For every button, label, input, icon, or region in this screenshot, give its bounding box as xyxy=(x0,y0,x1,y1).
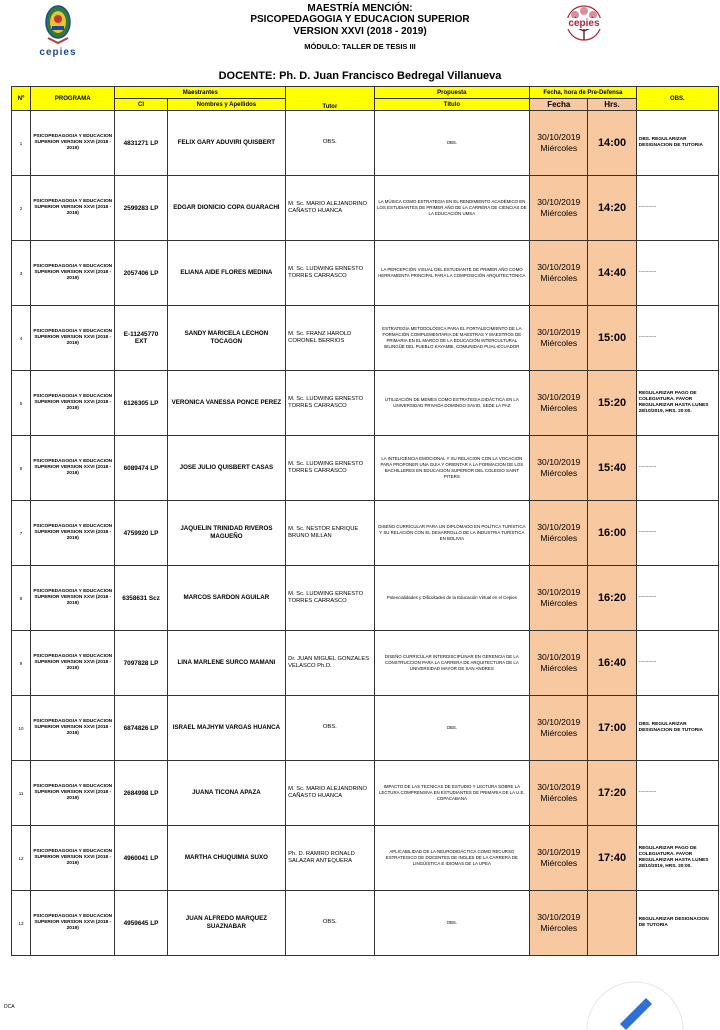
row-nombre-text: JAQUELIN TRINIDAD RIVEROS MAGUEÑO xyxy=(180,525,273,540)
row-titulo xyxy=(374,566,530,631)
title-line-4: MÓDULO: TALLER DE TESIS III xyxy=(304,42,416,51)
row-obs xyxy=(636,566,718,631)
row-programa xyxy=(31,176,115,241)
row-programa-text: PSICOPEDAGOGIA Y EDUCACION SUPERIOR VERSION XXVI (2018 - 2019) xyxy=(33,913,113,932)
row-number xyxy=(12,826,31,891)
row-nombre xyxy=(167,111,286,176)
row-tutor xyxy=(286,696,374,761)
row-titulo-text: ESTRATEGIA METODOLÓGICA PARA EL FORTALECIMIENTO DE LA FORMACIÓN COMPLEMENTARIA DE MAESTRAS Y MAESTROS DE PRIMARIA EN EL MARCO DE LA EDUCACIÓN INTERCULTURAL BILINGÜE DEL PUEBLO KAYAMBI, COMUNIDAD PIJAL-ECUADOR xyxy=(382,326,522,349)
row-titulo xyxy=(374,306,530,371)
row-hora-text: 16:20 xyxy=(597,592,627,604)
document-titles xyxy=(190,3,530,53)
row-hora-text: 17:20 xyxy=(597,787,627,799)
table-row xyxy=(12,176,719,241)
row-fecha xyxy=(530,761,588,826)
row-tutor-text: M. Sc. FRANZ HAROLD CORONEL BERRIOS xyxy=(288,330,352,344)
row-number xyxy=(12,176,31,241)
row-programa-text: PSICOPEDAGOGIA Y EDUCACION SUPERIOR VERSION XXVI (2018 - 2019) xyxy=(33,718,113,737)
row-titulo xyxy=(374,761,530,826)
row-number-text: 5 xyxy=(19,400,23,406)
row-fecha-date: 30/10/2019 xyxy=(537,717,581,727)
header-tutor: Tutor xyxy=(286,87,374,111)
row-fecha xyxy=(530,436,588,501)
row-nombre-text: MARTHA CHUQUIMIA SUXO xyxy=(184,854,268,861)
row-nombre-text: ELIANA AIDE FLORES MEDINA xyxy=(180,269,273,276)
row-titulo-text: APLICABILIDAD DE LA NEURODIDÁCTICA COMO RECURSO ESTRATEGICO DE DOCENTES DE INGLES DE LA CARRERA DE LINGÜÍSTICA E IDIOMAS DE LA UPEA xyxy=(385,849,518,866)
row-programa-text: PSICOPEDAGOGIA Y EDUCACION SUPERIOR VERSION XXVI (2018 - 2019) xyxy=(33,848,113,867)
row-obs-text: REGULARIZAR DESIGNACION DE TUTORIA xyxy=(638,917,709,928)
table-row xyxy=(12,631,719,696)
row-tutor xyxy=(286,111,374,176)
row-fecha xyxy=(530,111,588,176)
row-hora xyxy=(588,631,636,696)
row-obs xyxy=(636,111,718,176)
bolivia-shield-icon xyxy=(43,4,73,44)
row-ci xyxy=(115,761,167,826)
row-programa xyxy=(31,696,115,761)
row-number-text: 2 xyxy=(19,205,23,211)
row-hora-text: 15:20 xyxy=(597,397,627,409)
row-fecha-date: 30/10/2019 xyxy=(537,197,581,207)
row-titulo xyxy=(374,826,530,891)
cepies-logo-left xyxy=(30,4,86,62)
row-fecha-date: 30/10/2019 xyxy=(537,327,581,337)
row-ci-text: 4959645 LP xyxy=(123,919,159,927)
row-obs xyxy=(636,696,718,761)
row-obs xyxy=(636,891,718,956)
header-n: Nº xyxy=(12,87,31,111)
row-number-text: 1 xyxy=(19,140,23,146)
row-programa-text: PSICOPEDAGOGIA Y EDUCACION SUPERIOR VERSION XXVI (2018 - 2019) xyxy=(33,133,113,152)
row-number xyxy=(12,306,31,371)
row-titulo-text: Potencialidades y Dificultades de la Educación Virtual en el Cepies xyxy=(386,595,517,601)
header-obs: OBS. xyxy=(636,87,718,111)
row-programa xyxy=(31,306,115,371)
row-titulo xyxy=(374,241,530,306)
row-obs xyxy=(636,176,718,241)
row-fecha-dia: Miércoles xyxy=(540,338,578,348)
row-titulo-text: OBS. xyxy=(446,725,458,731)
row-titulo xyxy=(374,176,530,241)
header-hrs: Hrs. xyxy=(588,99,636,111)
row-obs-text: ----------- xyxy=(638,270,657,275)
row-titulo xyxy=(374,631,530,696)
row-fecha-date: 30/10/2019 xyxy=(537,912,581,922)
row-programa xyxy=(31,501,115,566)
row-obs-text: ----------- xyxy=(638,205,657,210)
table-row xyxy=(12,501,719,566)
row-fecha xyxy=(530,826,588,891)
row-number xyxy=(12,761,31,826)
row-ci xyxy=(115,176,167,241)
row-number xyxy=(12,566,31,631)
row-tutor-text: OBS. xyxy=(322,724,337,731)
header-nombres: Nombres y Apellidos xyxy=(167,99,286,111)
row-fecha-dia: Miércoles xyxy=(540,533,578,543)
title-line-2: PSICOPEDAGOGIA Y EDUCACION SUPERIOR xyxy=(250,14,470,25)
row-number-text: 12 xyxy=(18,855,24,861)
row-hora-text: 14:20 xyxy=(597,202,627,214)
row-fecha-date: 30/10/2019 xyxy=(537,457,581,467)
row-programa-text: PSICOPEDAGOGIA Y EDUCACION SUPERIOR VERSION XXVI (2018 - 2019) xyxy=(33,263,113,282)
table-row xyxy=(12,371,719,436)
row-fecha xyxy=(530,696,588,761)
row-number xyxy=(12,371,31,436)
row-obs-text: ----------- xyxy=(638,790,657,795)
row-hora-text: 15:40 xyxy=(597,462,627,474)
row-hora xyxy=(588,566,636,631)
row-tutor xyxy=(286,761,374,826)
row-nombre xyxy=(167,176,286,241)
row-fecha-date: 30/10/2019 xyxy=(537,262,581,272)
row-fecha xyxy=(530,176,588,241)
row-tutor xyxy=(286,371,374,436)
row-hora-text: 17:40 xyxy=(597,852,627,864)
row-nombre xyxy=(167,826,286,891)
row-ci xyxy=(115,891,167,956)
table-row xyxy=(12,891,719,956)
row-programa xyxy=(31,631,115,696)
row-hora-text: 16:40 xyxy=(597,657,627,669)
row-nombre-text: JUANA TICONA APAZA xyxy=(192,789,261,796)
row-programa xyxy=(31,241,115,306)
row-tutor-text: OBS. xyxy=(322,919,337,926)
row-hora xyxy=(588,111,636,176)
table-header xyxy=(12,87,719,111)
row-number-text: 8 xyxy=(19,595,23,601)
row-fecha-dia: Miércoles xyxy=(540,923,578,933)
row-tutor xyxy=(286,241,374,306)
row-ci-text: 6126305 LP xyxy=(123,399,159,407)
row-nombre-text: LINA MARLENE SURCO MAMANI xyxy=(177,659,276,666)
row-nombre xyxy=(167,566,286,631)
row-ci-text: 2599283 LP xyxy=(123,204,159,212)
row-nombre-text: EDGAR DIONICIO COPA GUARACHI xyxy=(173,204,280,211)
row-nombre xyxy=(167,761,286,826)
row-ci-text: 6874826 LP xyxy=(123,724,159,732)
row-ci xyxy=(115,631,167,696)
row-ci xyxy=(115,501,167,566)
row-fecha xyxy=(530,501,588,566)
row-fecha-dia: Miércoles xyxy=(540,598,578,608)
row-tutor-text: M. Sc. MARIO ALEJANDRINO CAÑASTO HUANCA xyxy=(288,785,368,799)
header-fecha: Fecha xyxy=(530,99,588,111)
row-hora xyxy=(588,436,636,501)
row-nombre xyxy=(167,371,286,436)
row-titulo-text: OBS. xyxy=(446,920,458,926)
row-hora xyxy=(588,241,636,306)
row-hora xyxy=(588,826,636,891)
row-number-text: 4 xyxy=(19,335,23,341)
row-hora xyxy=(588,761,636,826)
row-fecha-dia: Miércoles xyxy=(540,728,578,738)
row-hora xyxy=(588,371,636,436)
row-ci xyxy=(115,436,167,501)
row-fecha-date: 30/10/2019 xyxy=(537,652,581,662)
footer-code: DCA xyxy=(4,1004,15,1010)
row-number xyxy=(12,891,31,956)
row-nombre-text: JUAN ALFREDO MARQUEZ SUAZNABAR xyxy=(185,915,268,930)
row-number-text: 13 xyxy=(18,920,24,926)
row-ci-text: E-11245770 EXT xyxy=(123,331,159,345)
row-fecha-dia: Miércoles xyxy=(540,793,578,803)
row-programa xyxy=(31,891,115,956)
row-tutor xyxy=(286,826,374,891)
row-hora xyxy=(588,176,636,241)
row-nombre-text: ISRAEL MAJHYM VARGAS HUANCA xyxy=(172,724,281,731)
row-number-text: 3 xyxy=(19,270,23,276)
row-titulo xyxy=(374,891,530,956)
row-ci-text: 4759920 LP xyxy=(123,529,159,537)
row-programa xyxy=(31,111,115,176)
row-fecha-date: 30/10/2019 xyxy=(537,587,581,597)
row-fecha-date: 30/10/2019 xyxy=(537,392,581,402)
row-number-text: 10 xyxy=(18,725,24,731)
row-tutor-text: M. Sc. MARIO ALEJANDRINO CAÑASTO HUANCA xyxy=(288,200,368,214)
header-titulo: Título xyxy=(374,99,530,111)
row-ci xyxy=(115,111,167,176)
row-ci-text: 4960041 LP xyxy=(123,854,159,862)
row-number xyxy=(12,436,31,501)
docente-line: DOCENTE: Ph. D. Juan Francisco Bedregal Villanueva xyxy=(218,70,502,82)
row-obs xyxy=(636,631,718,696)
row-nombre xyxy=(167,891,286,956)
row-hora xyxy=(588,891,636,956)
row-ci xyxy=(115,306,167,371)
row-tutor xyxy=(286,436,374,501)
row-obs xyxy=(636,241,718,306)
row-nombre-text: FELIX GARY ADUVIRI QUISBERT xyxy=(177,139,276,146)
row-obs-text: ----------- xyxy=(638,595,657,600)
row-fecha-dia: Miércoles xyxy=(540,403,578,413)
row-ci xyxy=(115,566,167,631)
row-programa-text: PSICOPEDAGOGIA Y EDUCACION SUPERIOR VERSION XXVI (2018 - 2019) xyxy=(33,198,113,217)
row-programa-text: PSICOPEDAGOGIA Y EDUCACION SUPERIOR VERSION XXVI (2018 - 2019) xyxy=(33,588,113,607)
row-programa-text: PSICOPEDAGOGIA Y EDUCACION SUPERIOR VERSION XXVI (2018 - 2019) xyxy=(33,523,113,542)
row-obs xyxy=(636,826,718,891)
row-obs xyxy=(636,371,718,436)
row-tutor-text: M. Sc. LUDWING ERNESTO TORRES CARRASCO xyxy=(288,265,364,279)
row-obs-text: ----------- xyxy=(638,530,657,535)
row-obs-text: REGULARIZAR PAGO DE COLEGIATURA. FAVOR REGULARIZAR HASTA LUNES 28/10/2019, HRS. 20:00. xyxy=(638,846,709,869)
row-titulo-text: LA PERCEPCIÓN VISUAL DEL ESTUDIANTE DE PRIMER AÑO COMO HERRAMIENTA PRINCIPAL PARA LA COMPOSICIÓN ARQUITECTÓNICA xyxy=(378,267,526,278)
row-programa-text: PSICOPEDAGOGIA Y EDUCACION SUPERIOR VERSION XXVI (2018 - 2019) xyxy=(33,653,113,672)
row-titulo-text: IMPACTO DE LAS TECNICAS DE ESTUDIO Y LECTURA SOBRE LA LECTURA COMPRENSIVA EN ESTUDIANTES DE PRIMARIA DE LA U.E. COPACABANA xyxy=(379,784,525,801)
table-row xyxy=(12,566,719,631)
row-nombre-text: MARCOS SARDON AGUILAR xyxy=(183,594,270,601)
row-titulo-text: LA MÚSICA COMO ESTRATEGIA EN EL RENDIMIENTO ACADÉMICO EN LOS ESTUDIANTES DE PRIMER AÑO DE LA CARRERA DE CIENCIAS DE LA EDUCACIÓN UMSA xyxy=(377,199,527,216)
header-fecha-hora: Fecha, hora de Pre-Defensa xyxy=(530,87,636,99)
row-nombre-text: VERONICA VANESSA PONCE PEREZ xyxy=(171,399,282,406)
row-ci-text: 4831271 LP xyxy=(123,139,159,147)
row-fecha-date: 30/10/2019 xyxy=(537,522,581,532)
row-ci-text: 2057406 LP xyxy=(123,269,159,277)
row-ci xyxy=(115,371,167,436)
logo-left-caption: cepies xyxy=(39,47,77,58)
header-propuesta: Propuesta xyxy=(374,87,530,99)
row-obs xyxy=(636,761,718,826)
row-titulo-text: UTILIZACIÓN DE MEMES COMO ESTRATEGIA DIDÁCTICA EN LA UNIVERSIDAD PRIVADA DOMINGO SAVIO, SEDE LA PAZ xyxy=(384,397,519,408)
table-row xyxy=(12,696,719,761)
row-fecha-dia: Miércoles xyxy=(540,468,578,478)
row-number xyxy=(12,631,31,696)
row-number xyxy=(12,111,31,176)
row-tutor xyxy=(286,566,374,631)
row-fecha xyxy=(530,631,588,696)
row-fecha-dia: Miércoles xyxy=(540,143,578,153)
row-fecha-date: 30/10/2019 xyxy=(537,782,581,792)
row-titulo-text: LA INTELIGENCIA EMOCIONAL Y SU RELACION CON LA VOCACION PARA PROPONER UNA GUIA Y ORIENTAR A LA FORMACION DE LOS BACHILLERES EN EDUCACION SUPERIOR DEL COLEGIO SAINT PITERS xyxy=(380,456,524,479)
row-tutor-text: M. Sc. LUDWING ERNESTO TORRES CARRASCO xyxy=(288,590,364,604)
row-tutor xyxy=(286,891,374,956)
row-hora-text: 16:00 xyxy=(597,527,627,539)
row-titulo xyxy=(374,111,530,176)
table-row xyxy=(12,111,719,176)
row-programa-text: PSICOPEDAGOGIA Y EDUCACION SUPERIOR VERSION XXVI (2018 - 2019) xyxy=(33,783,113,802)
row-tutor xyxy=(286,631,374,696)
row-programa xyxy=(31,436,115,501)
row-titulo xyxy=(374,501,530,566)
row-hora xyxy=(588,501,636,566)
row-hora-text: 17:00 xyxy=(597,722,627,734)
row-number-text: 7 xyxy=(19,530,23,536)
row-hora-text: 14:40 xyxy=(597,267,627,279)
row-ci xyxy=(115,696,167,761)
logo-right-caption: cepies xyxy=(568,18,600,29)
row-number-text: 11 xyxy=(18,790,24,796)
row-titulo-text: DISEÑO CURRICULAR PARA UN DIPLOMADO EN POLÍTICA TURÍSTICA Y SU RELACIÓN CON EL DESARROLLO DE LA INDUSTRIA TURÍSTICA EN BOLIVIA xyxy=(378,524,526,541)
document-header xyxy=(0,0,720,88)
row-number xyxy=(12,241,31,306)
row-fecha-dia: Miércoles xyxy=(540,273,578,283)
row-fecha-dia: Miércoles xyxy=(540,208,578,218)
row-nombre xyxy=(167,306,286,371)
title-line-1: MAESTRÍA MENCIÓN: xyxy=(307,3,413,14)
row-obs-text: ----------- xyxy=(638,465,657,470)
row-number xyxy=(12,696,31,761)
row-number-text: 6 xyxy=(19,465,23,471)
row-programa-text: PSICOPEDAGOGIA Y EDUCACION SUPERIOR VERSION XXVI (2018 - 2019) xyxy=(33,328,113,347)
row-tutor-text: Dr. JUAN MIGUEL GONZALES VELASCO Ph.D. xyxy=(288,655,370,669)
row-number-text: 9 xyxy=(19,660,23,666)
row-nombre xyxy=(167,631,286,696)
row-nombre xyxy=(167,696,286,761)
row-ci xyxy=(115,241,167,306)
row-nombre-text: SANDY MARICELA LECHON TOCAGON xyxy=(184,330,269,345)
row-obs xyxy=(636,436,718,501)
header-maestrantes: Maestrantes xyxy=(115,87,286,99)
table-row xyxy=(12,761,719,826)
edit-pen-button[interactable] xyxy=(580,960,690,1030)
title-line-3: VERSION XXVI (2018 - 2019) xyxy=(293,26,427,37)
row-tutor-text: M. Sc. NESTOR ENRIQUE BRUNO MILLAN xyxy=(288,525,359,539)
row-tutor xyxy=(286,501,374,566)
row-nombre-text: JOSE JULIO QUISBERT CASAS xyxy=(179,464,274,471)
table-row xyxy=(12,241,719,306)
row-obs-text: OBS. REGULARIZAR DESIGNACION DE TUTORIA xyxy=(638,137,704,148)
row-tutor-text: M. Sc. LUDWING ERNESTO TORRES CARRASCO xyxy=(288,460,364,474)
row-tutor-text: M. Sc. LUDWING ERNESTO TORRES CARRASCO xyxy=(288,395,364,409)
row-programa-text: PSICOPEDAGOGIA Y EDUCACION SUPERIOR VERSION XXVI (2018 - 2019) xyxy=(33,458,113,477)
header-ci: CI xyxy=(115,99,167,111)
row-hora xyxy=(588,696,636,761)
row-tutor xyxy=(286,176,374,241)
row-number xyxy=(12,501,31,566)
table-row xyxy=(12,826,719,891)
row-nombre xyxy=(167,501,286,566)
row-hora xyxy=(588,306,636,371)
cepies-logo-right xyxy=(553,5,615,45)
row-fecha xyxy=(530,306,588,371)
row-programa xyxy=(31,566,115,631)
row-ci-text: 2684998 LP xyxy=(123,789,159,797)
table-row xyxy=(12,436,719,501)
row-obs-text: OBS. REGULARIZAR DESIGNACION DE TUTORIA xyxy=(638,722,704,733)
table-body xyxy=(12,111,719,956)
row-fecha xyxy=(530,241,588,306)
row-ci-text: 6358631 Scz xyxy=(122,594,160,602)
row-programa xyxy=(31,761,115,826)
row-titulo-text: OBS. xyxy=(446,140,458,146)
row-titulo xyxy=(374,696,530,761)
row-programa-text: PSICOPEDAGOGIA Y EDUCACION SUPERIOR VERSION XXVI (2018 - 2019) xyxy=(33,393,113,412)
row-fecha xyxy=(530,891,588,956)
table-row xyxy=(12,306,719,371)
row-programa xyxy=(31,371,115,436)
header-programa: PROGRAMA xyxy=(31,87,115,111)
row-obs-text: REGULARIZAR PAGO DE COLEGIATURA. FAVOR REGULARIZAR HASTA LUNES 28/10/2019, HRS. 20:00. xyxy=(638,391,709,414)
row-fecha-date: 30/10/2019 xyxy=(537,847,581,857)
row-titulo xyxy=(374,436,530,501)
row-ci-text: 6089474 LP xyxy=(123,464,159,472)
row-obs-text: ----------- xyxy=(638,335,657,340)
row-obs xyxy=(636,306,718,371)
row-tutor-text: OBS. xyxy=(322,139,337,146)
row-titulo xyxy=(374,371,530,436)
row-fecha-date: 30/10/2019 xyxy=(537,132,581,142)
schedule-table xyxy=(11,86,719,956)
row-ci-text: 7097828 LP xyxy=(123,659,159,667)
row-fecha xyxy=(530,566,588,631)
row-programa xyxy=(31,826,115,891)
row-obs xyxy=(636,501,718,566)
row-nombre xyxy=(167,436,286,501)
row-hora-text: 14:00 xyxy=(597,137,627,149)
row-obs-text: ----------- xyxy=(638,660,657,665)
row-titulo-text: DISEÑO CURRICULAR INTERDISCIPLINAR EN GERENCIA DE LA CONSTRUCCION PARA LA CARRERA DE ARQUITECTURA DE LA UNIVERSIDAD MAYOR DE SAN ANDRES xyxy=(384,654,519,671)
row-tutor xyxy=(286,306,374,371)
row-fecha-dia: Miércoles xyxy=(540,663,578,673)
row-fecha-dia: Miércoles xyxy=(540,858,578,868)
row-ci xyxy=(115,826,167,891)
row-hora-text: 15:00 xyxy=(597,332,627,344)
row-fecha xyxy=(530,371,588,436)
row-nombre xyxy=(167,241,286,306)
row-tutor-text: Ph. D. RAMIRO RONALD SALAZAR ANTEQUERA xyxy=(288,850,355,864)
